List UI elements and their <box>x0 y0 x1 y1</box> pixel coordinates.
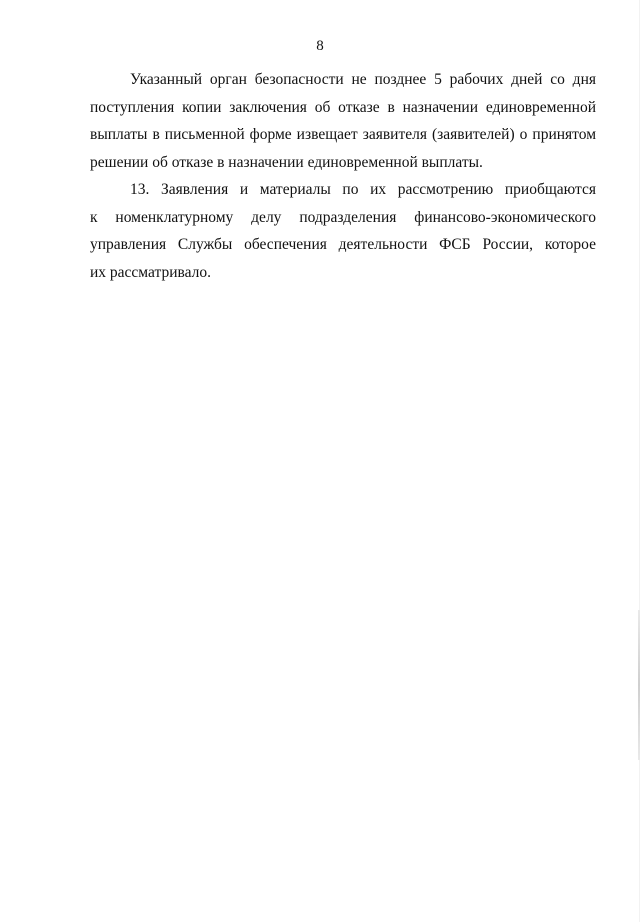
text-line: 13. Заявления и материалы по их рассмотрению приобщаются <box>130 181 596 198</box>
page-number: 8 <box>316 38 324 54</box>
document-body <box>90 66 596 286</box>
text-line: выплаты в письменной форме извещает заявителя (заявителей) о принятом <box>90 126 596 143</box>
text-line: их рассматривало. <box>90 263 211 281</box>
paragraph-notification <box>90 66 596 176</box>
text-line: управления Службы обеспечения деятельности ФСБ России, которое <box>90 236 596 253</box>
text-line: поступления копии заключения об отказе в назначении единовременной <box>90 98 596 116</box>
paragraph-13 <box>90 176 596 286</box>
text-line: решении об отказе в назначении единовременной выплаты. <box>90 153 483 171</box>
text-line: к номенклатурному делу подразделения финансово-экономического <box>90 208 596 226</box>
text-line: Указанный орган безопасности не позднее 5 рабочих дней со дня <box>130 71 596 88</box>
